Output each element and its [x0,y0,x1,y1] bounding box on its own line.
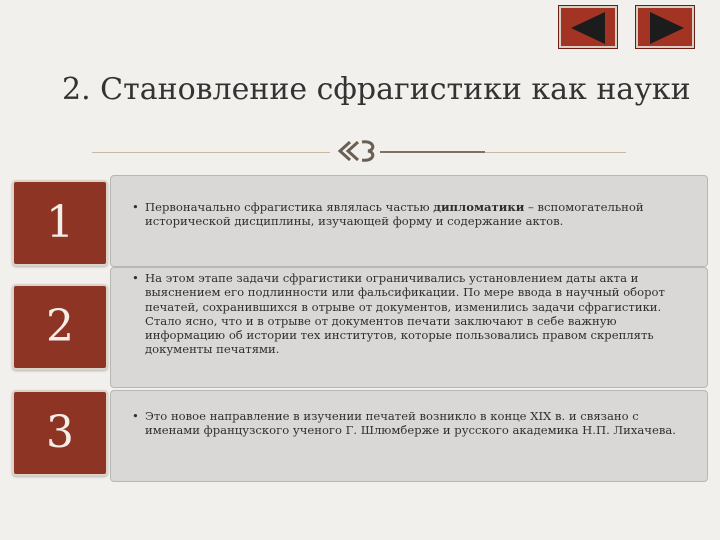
item-2-number: 2 [12,284,108,370]
item-3-number: 3 [12,390,108,476]
slide-title: 2. Становление сфрагистики как науки [62,72,691,107]
item-2-text-box [110,267,708,388]
title-divider-left [92,152,330,153]
ornament-icon [336,136,382,166]
item-1-text-after: – вспомогательной исторической дисциплины, изучающей форму и содержание актов. [145,200,644,229]
item-1-text-bold: дипломатики [433,200,525,214]
bullet-icon: • [132,271,139,285]
item-3-text-box [110,390,708,482]
triangle-left-icon [559,6,619,50]
title-divider-accent [380,151,485,153]
next-slide-button[interactable] [635,5,695,49]
item-2-paragraph [111,271,707,357]
item-1-paragraph [111,200,707,229]
previous-slide-button[interactable] [558,5,618,49]
bullet-icon: • [132,200,139,214]
item-1-number: 1 [12,180,108,266]
item-3-text: Это новое направление в изучении печатей возникло в конце XIX в. и связано с именами французского ученого Г. Шлюмберже и русского академика Н.П. Лихачева. [145,409,676,438]
triangle-right-icon [636,6,696,50]
item-1-text-box [110,175,708,267]
bullet-icon: • [132,409,139,423]
item-1-text-before: Первоначально сфрагистика являлась частью [145,200,434,214]
item-3-paragraph [111,409,707,438]
item-2-text: На этом этапе задачи сфрагистики ограничивались установлением даты акта и выяснением его подлинности или фальсификации. По мере ввода в научный оборот печатей, сохранившихся в отрыве от документов, изменились задачи сфрагистики. Стало ясно, что и в отрыве от документов печати заключают в себе важную информацию об истории тех институтов, которые пользовались правом скреплять документы печатями. [145,271,665,357]
